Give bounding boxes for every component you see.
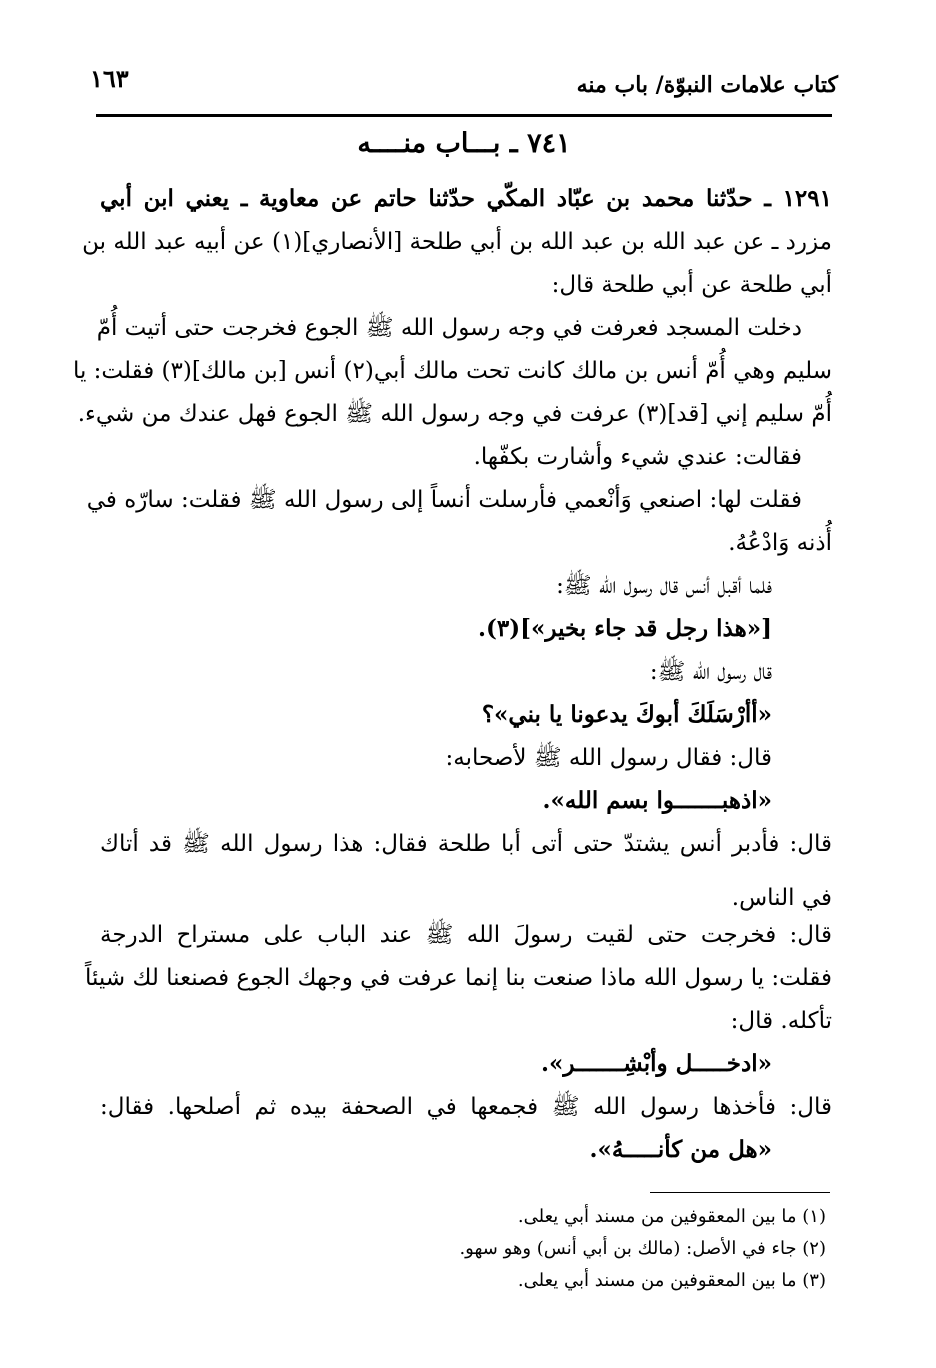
text-line: فقلت لها: اصنعي وَأنْعمي فأرسلت أنساً إلى رسول الله ﷺ فقلت: سارّه في (86, 487, 802, 513)
text-line: فقالت: عندي شيء وأشارت بكفّها. (473, 444, 802, 470)
page-number: ١٦٣ (90, 64, 129, 93)
footnote: (٢) جاء في الأصل: (مالك بن أبي أنس) وهو سهو. (459, 1238, 826, 1259)
text-line: أُذنه وَادْعُهُ. (728, 530, 832, 556)
text-line: في الناس. (731, 885, 832, 911)
text-line: فقلت: يا رسول الله ماذا صنعت بنا إنما عرفت في وجهك الجوع فصنعنا لك شيئاً (84, 965, 832, 991)
footnote-separator (650, 1192, 830, 1193)
text-line: «اذهبـــــــوا بسم الله». (542, 787, 772, 814)
text-line: «هل من كأنـــــهُ». (589, 1136, 772, 1163)
text-line: فلما أقبل أنس قال رسول الله ﷺ: (556, 573, 772, 599)
footnote: (١) ما بين المعقوفين من مسند أبي يعلى. (517, 1206, 826, 1227)
header-rule (96, 114, 832, 117)
text-line: «أأرْسَلَكَ أبوكَ يدعونا يا بني»؟ (481, 701, 772, 728)
text-line: دخلت المسجد فعرفت في وجه رسول الله ﷺ الجوع فخرجت حتى أتيت أُمّ (96, 315, 802, 341)
text-line: أُمّ سليم إني [قد](٣) عرفت في وجه رسول الله ﷺ الجوع فهل عندك من شيء. (77, 401, 832, 427)
footnote: (٣) ما بين المعقوفين من مسند أبي يعلى. (517, 1270, 826, 1291)
text-line: «ادخـــــل وأبْشِـــــــر». (541, 1050, 772, 1077)
text-line: قال: فأخذها رسول الله ﷺ فجمعها في الصحفة بيده ثم أصلحها. فقال: (100, 1094, 832, 1120)
text-line: قال: فقال رسول الله ﷺ لأصحابه: (445, 745, 772, 771)
text-line: تأكله. قال: (730, 1008, 832, 1034)
text-line: مزرد ـ عن عبد الله بن عبد الله بن أبي طلحة [الأنصاري](١) عن أبيه عبد الله بن (82, 229, 832, 255)
text-line: ١٢٩١ ـ حدّثنا محمد بن عبّاد المكّي حدّثنا حاتم عن معاوية ـ يعني ابن أبي (100, 185, 832, 212)
text-line: أبي طلحة عن أبي طلحة قال: (551, 272, 832, 298)
text-line: قال: فأدبر أنس يشتدّ حتى أتى أبا طلحة فقال: هذا رسول الله ﷺ قد أتاك (100, 831, 832, 857)
text-line: قال: فخرجت حتى لقيت رسولَ الله ﷺ عند الباب على مستراح الدرجة (100, 922, 832, 948)
text-line: سليم وهي أُمّ أنس بن مالك كانت تحت مالك أبي(٢) أنس [بن مالك](٣) فقلت: يا (72, 358, 832, 384)
text-line: قال رسول الله ﷺ: (649, 659, 772, 685)
chapter-heading: ٧٤١ ـ بـــاب منــــه (357, 128, 571, 159)
running-header-title: كتاب علامات النبوّة/ باب منه (576, 72, 838, 98)
text-line: [«هذا رجل قد جاء بخير»](٣). (478, 615, 772, 642)
